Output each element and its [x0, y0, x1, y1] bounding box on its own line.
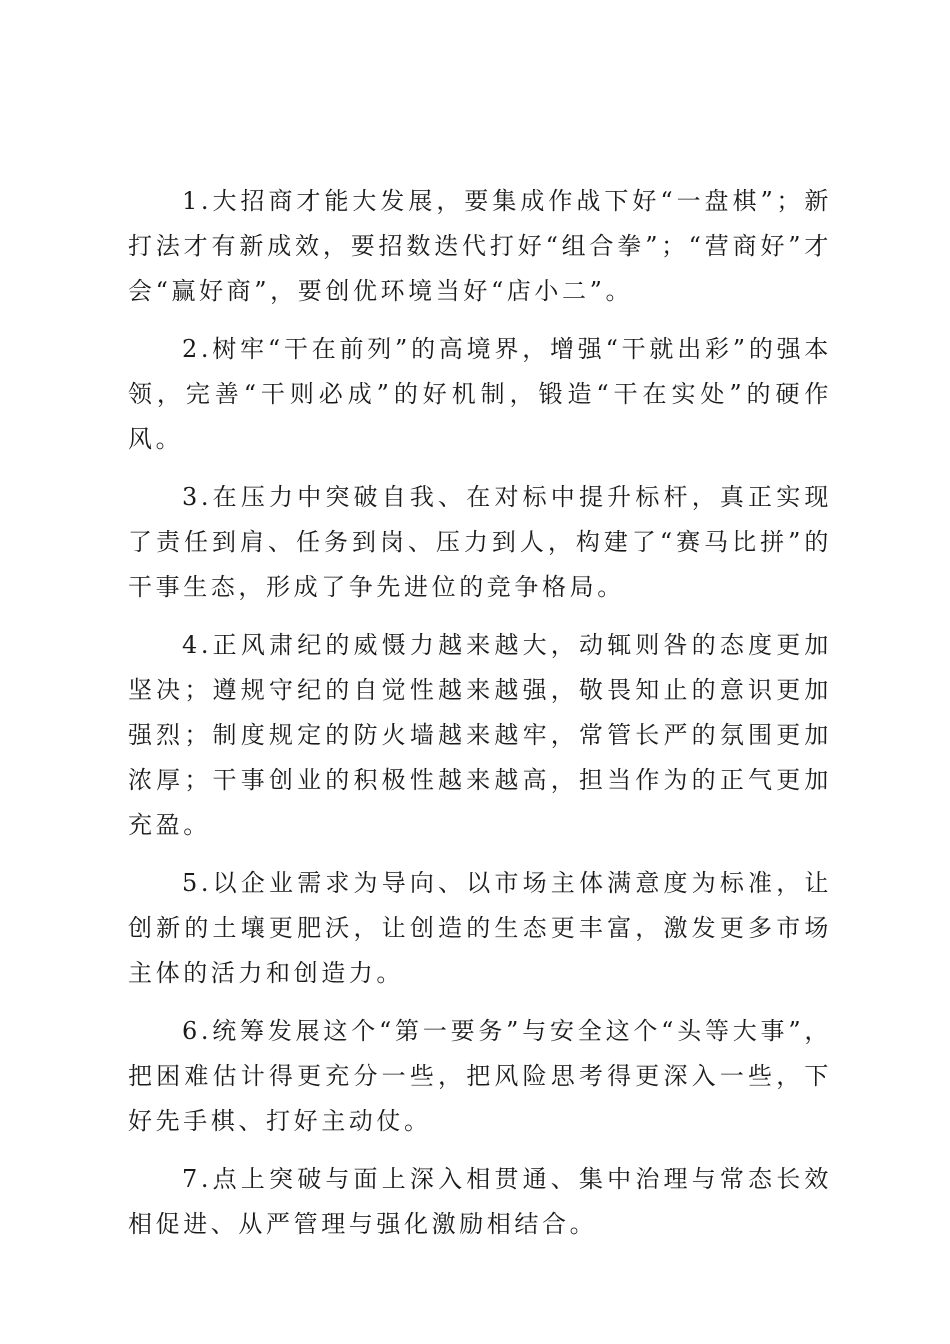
paragraph-7: 7.点上突破与面上深入相贯通、集中治理与常态长效相促进、从严管理与强化激励相结合。	[128, 1165, 832, 1238]
paragraph-5: 5.以企业需求为导向、以市场主体满意度为标准，让创新的土壤更肥沃，让创造的生态更丰富，激发更多市场主体的活力和创造力。	[128, 869, 832, 987]
paragraph-6: 6.统筹发展这个“第一要务”与安全这个“头等大事”，把困难估计得更充分一些，把风险思考得更深入一些，下好先手棋、打好主动仗。	[128, 1017, 832, 1135]
paragraph-4: 4.正风肃纪的威慑力越来越大，动辄则咎的态度更加坚决；遵规守纪的自觉性越来越强，敬畏知止的意识更加强烈；制度规定的防火墙越来越牢，常管长严的氛围更加浓厚；干事创业的积极性越来越高，担当作为的正气更加充盈。	[128, 631, 832, 839]
paragraph-1: 1.大招商才能大发展，要集成作战下好“一盘棋”；新打法才有新成效，要招数迭代打好“组合拳”；“营商好”才会“赢好商”，要创优环境当好“店小二”。	[128, 187, 832, 305]
document-body	[128, 179, 832, 1260]
paragraph-3: 3.在压力中突破自我、在对标中提升标杆，真正实现了责任到肩、任务到岗、压力到人，构建了“赛马比拼”的干事生态，形成了争先进位的竞争格局。	[128, 483, 832, 601]
paragraph-2: 2.树牢“干在前列”的高境界，增强“干就出彩”的强本领，完善“干则必成”的好机制，锻造“干在实处”的硬作风。	[128, 335, 832, 453]
